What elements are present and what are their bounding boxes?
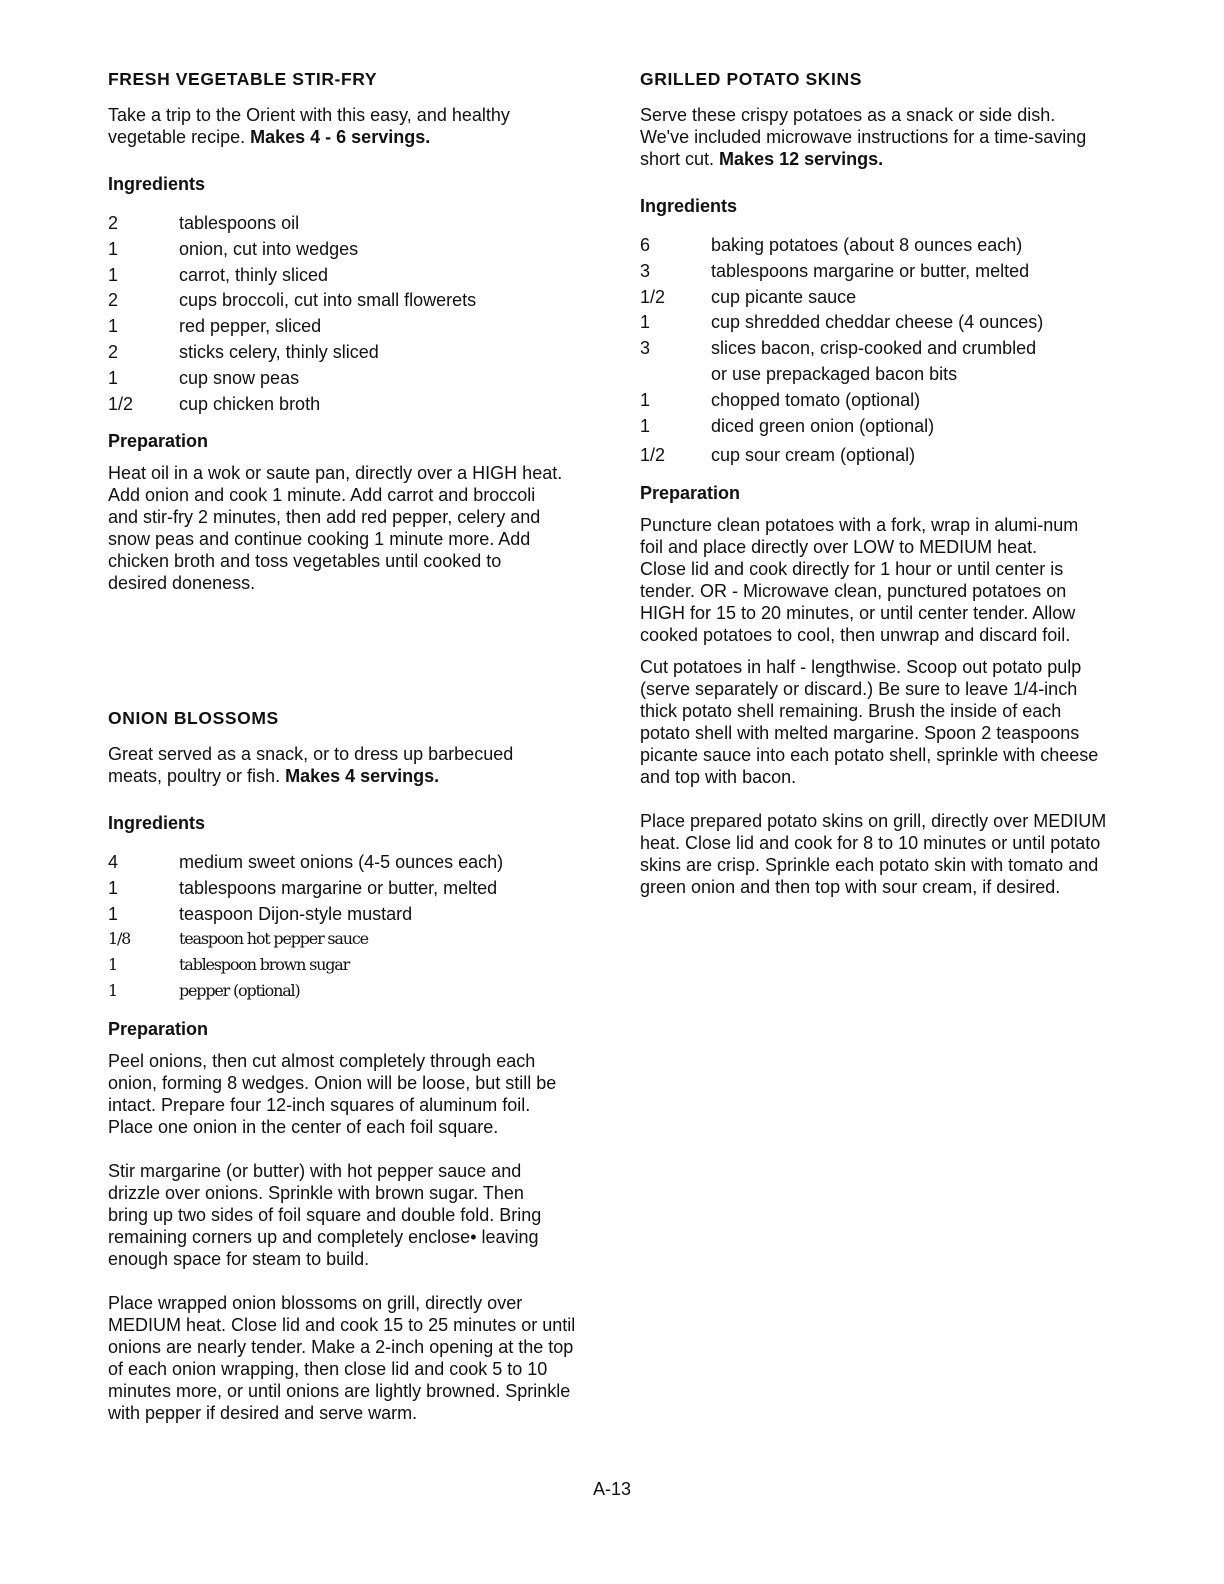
- ingredient-row: [640, 363, 1120, 389]
- ingredient-item: cup picante sauce: [711, 286, 857, 307]
- ingredient-item: cup chicken broth: [179, 393, 321, 414]
- preparation-text: Peel onions, then cut almost completely through each onion, forming 8 wedges. Onion will be loose, but still be intact. Prepare four 12-inch squares of aluminum foil. Place one onion in the center of each foil square.: [108, 1050, 557, 1137]
- recipe-intro: [640, 104, 1100, 170]
- ingredient-qty: 1: [108, 980, 117, 1000]
- ingredient-item: red pepper, sliced: [179, 316, 322, 337]
- preparation-text: Place prepared potato skins on grill, directly over MEDIUM heat. Close lid and cook for 8 to 10 minutes or until potato skins are crisp. Sprinkle each potato skin with tomato and green onion and then top with sour cream, if desired.: [640, 811, 1107, 898]
- ingredient-row: [108, 212, 588, 238]
- ingredient-qty: 2: [108, 213, 119, 233]
- preparation-text: Cut potatoes in half - lengthwise. Scoop out potato pulp (serve separately or discard.) Be sure to leave 1/4-inch thick potato shell remaining. Brush the inside of each potato shell with melted margarine. Spoon 2 teaspoons picante sauce into each potato shell, sprinkle with cheese and top with bacon.: [640, 657, 1099, 788]
- recipe-title: GRILLED POTATO SKINS: [640, 69, 863, 89]
- ingredient-qty: 6: [640, 235, 651, 255]
- ingredient-row: [640, 415, 1120, 441]
- ingredients-heading: Ingredients: [640, 196, 738, 216]
- ingredient-item: cups broccoli, cut into small flowerets: [179, 290, 477, 311]
- preparation-text: Heat oil in a wok or saute pan, directly over a HIGH heat. Add onion and cook 1 minute. Add carrot and broccoli and stir-fry 2 minutes, then add red pepper, celery and snow peas and continue cooking 1 minute more. Add chicken broth and toss vegetables until cooked to desired doneness.: [108, 463, 563, 594]
- ingredient-row: [108, 238, 588, 264]
- ingredient-qty: 1: [108, 903, 119, 924]
- ingredient-item: diced green onion (optional): [711, 415, 935, 436]
- recipe-onion-blossoms: [108, 707, 588, 1424]
- ingredient-row: [108, 341, 588, 367]
- ingredient-item: onion, cut into wedges: [179, 238, 359, 259]
- intro-text: Serve these crispy potatoes as a snack or side dish. We've included microwave instructions for a time-saving short cut.: [640, 105, 1087, 169]
- preparation-text: Place wrapped onion blossoms on grill, directly over MEDIUM heat. Close lid and cook 15 to 25 minutes or until onions are nearly tender. Make a 2-inch opening at the top of each onion wrapping, then close lid and cook 5 to 10 minutes more, or until onions are lightly browned. Sprinkle with pepper if desired and serve warm.: [108, 1292, 576, 1423]
- ingredient-item: tablespoons margarine or butter, melted: [711, 260, 1030, 281]
- ingredient-qty: 1: [640, 389, 651, 410]
- ingredient-qty: 3: [640, 260, 651, 281]
- intro-text: Great served as a snack, or to dress up barbecued meats, poultry or fish.: [108, 744, 514, 786]
- recipe-intro: [108, 104, 568, 148]
- recipe-stir-fry: [108, 68, 588, 594]
- ingredient-row: [108, 367, 588, 393]
- ingredients-list: [640, 234, 1120, 470]
- ingredient-item: sticks celery, thinly sliced: [179, 341, 379, 362]
- ingredient-row: [640, 260, 1120, 286]
- recipe-potato-skins: [640, 68, 1120, 898]
- ingredient-qty: 2: [108, 290, 119, 311]
- ingredient-qty: 1: [108, 877, 119, 898]
- ingredient-item: carrot, thinly sliced: [179, 264, 329, 285]
- ingredient-row: [640, 444, 1120, 470]
- ingredient-qty: 1/2: [640, 286, 666, 307]
- ingredients-list: [108, 851, 588, 1006]
- ingredient-item: chopped tomato (optional): [711, 389, 921, 410]
- ingredient-item: baking potatoes (about 8 ounces each): [711, 235, 1023, 255]
- preparation-heading: Preparation: [108, 431, 209, 452]
- ingredient-item: tablespoons oil: [179, 213, 300, 233]
- ingredient-qty: 1: [108, 955, 117, 975]
- ingredient-qty: 1: [108, 264, 119, 285]
- preparation-text: Stir margarine (or butter) with hot pepper sauce and drizzle over onions. Sprinkle with brown sugar. Then bring up two sides of foil square and double fold. Bring remaining corners up and completely enclose• leaving enough space for steam to build.: [108, 1160, 542, 1269]
- ingredient-qty: 1/8: [108, 929, 131, 949]
- ingredient-row: [108, 877, 588, 903]
- ingredient-item: teaspoon hot pepper sauce: [179, 929, 368, 949]
- ingredient-qty: 1: [108, 238, 119, 259]
- ingredient-item: teaspoon Dijon-style mustard: [179, 903, 413, 924]
- ingredient-row: [108, 928, 588, 954]
- recipe-intro: [108, 743, 563, 787]
- ingredient-row: [108, 851, 588, 877]
- ingredient-row: [640, 389, 1120, 415]
- ingredient-row: [640, 311, 1120, 337]
- ingredient-item: pepper (optional): [179, 980, 300, 1000]
- ingredient-qty: 2: [108, 341, 119, 362]
- servings-text: Makes 12 servings.: [719, 149, 884, 169]
- ingredient-qty: 1/2: [108, 393, 134, 414]
- ingredient-item: medium sweet onions (4-5 ounces each): [179, 852, 504, 872]
- ingredient-qty: 1: [108, 316, 119, 337]
- ingredient-row: [108, 289, 588, 315]
- ingredient-item: slices bacon, crisp-cooked and crumbled: [711, 338, 1037, 359]
- ingredient-item: cup sour cream (optional): [711, 445, 916, 466]
- preparation-text: Puncture clean potatoes with a fork, wrap in alumi-num foil and place directly over LOW to MEDIUM heat. Close lid and cook directly for 1 hour or until center is tender. OR - Microwave clean, punctured potatoes on HIGH for 15 to 20 minutes, or until center tender. Allow cooked potatoes to cool, then unwrap and discard foil.: [640, 515, 1079, 646]
- ingredients-heading: Ingredients: [108, 813, 206, 833]
- recipe-title: ONION BLOSSOMS: [108, 708, 279, 728]
- ingredient-row: [640, 286, 1120, 312]
- servings-text: Makes 4 servings.: [285, 766, 440, 786]
- ingredient-row: [108, 903, 588, 929]
- ingredient-qty: 1: [640, 312, 651, 333]
- intro-text: Take a trip to the Orient with this easy, and healthy vegetable recipe.: [108, 105, 510, 147]
- ingredient-qty: 4: [108, 852, 119, 872]
- ingredient-item: or use prepackaged bacon bits: [711, 363, 958, 384]
- ingredients-heading: Ingredients: [108, 174, 206, 194]
- page-number: A-13: [592, 1479, 632, 1499]
- ingredient-row: [640, 234, 1120, 260]
- servings-text: Makes 4 - 6 servings.: [250, 127, 431, 147]
- ingredient-row: [108, 264, 588, 290]
- ingredient-row: [108, 954, 588, 980]
- preparation-heading: Preparation: [640, 483, 741, 504]
- ingredient-qty: 1: [108, 367, 119, 388]
- recipe-title: FRESH VEGETABLE STIR-FRY: [108, 69, 378, 89]
- ingredient-item: cup shredded cheddar cheese (4 ounces): [711, 312, 1044, 333]
- ingredient-row: [640, 337, 1120, 363]
- ingredient-row: [108, 315, 588, 341]
- preparation-heading: Preparation: [108, 1018, 209, 1039]
- ingredient-row: [108, 980, 588, 1006]
- ingredient-item: cup snow peas: [179, 367, 300, 388]
- ingredients-list: [108, 212, 588, 418]
- ingredient-item: tablespoon brown sugar: [179, 955, 350, 975]
- ingredient-item: tablespoons margarine or butter, melted: [179, 877, 498, 898]
- ingredient-qty: 1: [640, 415, 651, 436]
- ingredient-qty: 1/2: [640, 445, 666, 466]
- ingredient-qty: 3: [640, 338, 651, 359]
- ingredient-row: [108, 393, 588, 419]
